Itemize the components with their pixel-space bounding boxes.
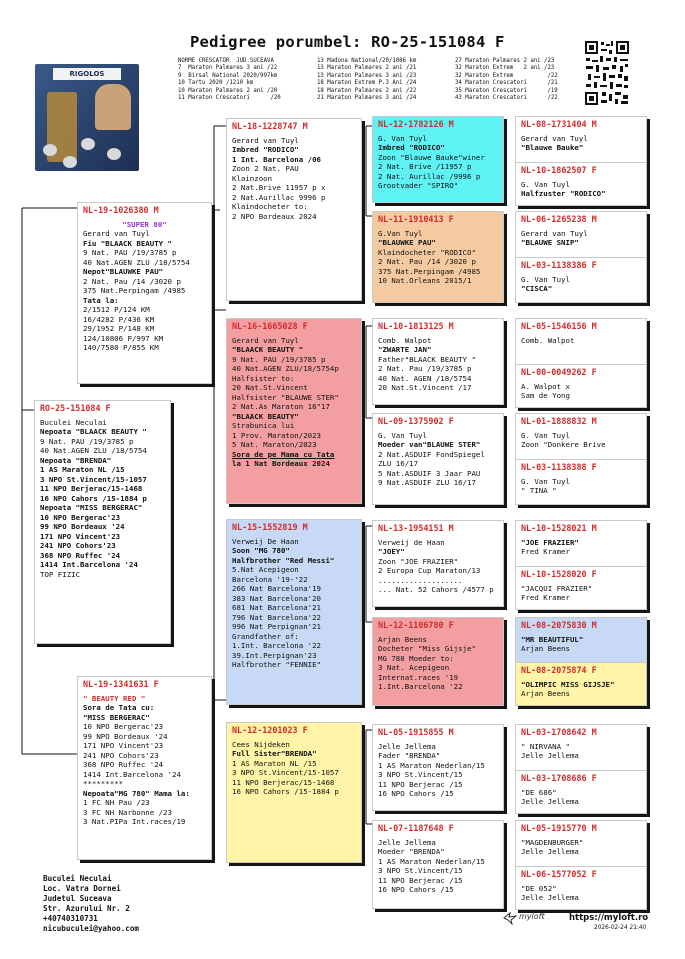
pedigree-line: 10 NPO Bergerac'23 (83, 722, 164, 731)
pedigree-line: Fred Kramer (521, 547, 570, 556)
text-line: 13 Madona National/20/1086 km (317, 58, 417, 64)
pedigree-line: 2 Nat. Brive /11957 p (378, 162, 472, 171)
pedigree-line: Imbred "RODICO" (378, 143, 445, 152)
ring-number: NL-05-1915855 M (378, 727, 454, 737)
pigeon-card-sire-sire[interactable] (226, 118, 362, 301)
pedigree-line: Gerard van Tuyl (232, 135, 299, 145)
pedigree-line: 681 Nat Barcelona'21 (232, 603, 321, 612)
pigeon-card-g10[interactable] (515, 566, 647, 610)
pedigree-line: 3 Nat.PIPa Int.races/19 (83, 817, 186, 826)
pedigree-line: 266 Nat Barcelona'19 (232, 584, 321, 593)
pedigree-line: "CISCA" (521, 284, 553, 293)
pedigree-line: G. Van Tuyl (378, 133, 427, 143)
pedigree-line: 2 Nat.Brive 11957 p x (232, 183, 326, 192)
pedigree-line: 171 NPO Vincent'23 (83, 741, 164, 750)
ring-number: NL-10-1813125 M (378, 321, 454, 331)
pigeon-card-g1[interactable] (515, 116, 647, 163)
pigeon-card-sire[interactable] (77, 202, 212, 384)
pedigree-line: 796 Nat Barcelona'22 (232, 612, 321, 622)
pedigree-line: G.Van Tuyl (378, 228, 423, 238)
text-line: 43 Maraton Crescatori /22 (455, 95, 558, 102)
ring-number: NL-05-1546156 M (521, 321, 597, 331)
pedigree-line: 5.Nat Acepigeon (232, 565, 299, 574)
text-line: Buculei Neculai (43, 874, 112, 883)
pedigree-line: Fader "BRENDA" (378, 751, 441, 760)
text-line: nicubuculei@yahoo.com (43, 924, 140, 933)
website-link[interactable]: https://myloft.ro (569, 913, 649, 923)
pedigree-line: G. Van Tuyl (521, 430, 570, 440)
pigeon-card-sds[interactable] (372, 318, 504, 405)
pedigree-line: Jelle Jellema (521, 797, 579, 806)
pedigree-line: "MAGDENBURGER" (521, 837, 584, 847)
ring-number: NL-18-1228747 M (232, 121, 308, 131)
text-line: 13 Maraton Palmares 3 ani /23 (317, 72, 417, 79)
pedigree-line: Father"BLAACK BEAUTY " (378, 354, 476, 364)
pedigree-line: 16 NPO Cahors /15 (378, 885, 454, 894)
pedigree-line: G. Van Tuyl (521, 179, 570, 189)
pedigree-line: Arjan Beens (378, 634, 427, 644)
pedigree-line: " TINA " (521, 486, 557, 495)
pigeon-card-dam[interactable] (77, 676, 212, 860)
pedigree-line: "DE 686" (521, 787, 557, 797)
pedigree-line: 124/10806 P/997 KM (83, 333, 164, 343)
pedigree-line: 1 AS Maraton NL /15 (232, 758, 317, 768)
pedigree-line: "ZWARTE JAN" (378, 345, 432, 354)
pedigree-line: 3 NPO St.Vincent/15-1057 (40, 474, 147, 484)
ring-number: NL-15-1552819 M (232, 522, 308, 532)
bird-logo-icon (503, 911, 517, 925)
pedigree-line: Soon "MG 780" (232, 546, 290, 555)
pedigree-line: 171 NPO Vincent'23 (40, 531, 121, 541)
pedigree-line: Fiu "BLAACK BEAUTY " (83, 238, 172, 248)
pedigree-line: 10 NPO Bergerac'23 (40, 512, 121, 522)
ring-number: NL-16-1665028 F (232, 321, 308, 331)
pedigree-line: 40 Nat. AGEN /18/5754 (378, 373, 472, 383)
pedigree-line: 11 NPO Berjerac/15-1468 (40, 484, 143, 493)
pedigree-line: 9 Nat.ASDUIF ZLU 16/17 (378, 478, 476, 487)
pedigree-line: "JOEY" (378, 547, 405, 556)
text-line: NORME CRESCATOR JUD.SUCEAVA (178, 58, 274, 64)
pedigree-line: Sora de Tata cu: (83, 703, 155, 712)
pigeon-card-sss[interactable] (372, 116, 504, 203)
pedigree-line: 1414 Int.Barcelona '24 (40, 560, 138, 569)
pigeon-card-ssd[interactable] (372, 211, 504, 303)
pedigree-line: Klaindocheter to: (232, 202, 308, 211)
pigeon-card-sdd[interactable] (372, 413, 504, 505)
pedigree-line: TOP FIZIC (40, 569, 81, 579)
text-line: +40740310731 (43, 914, 98, 923)
pedigree-line: Buculei Neculai (40, 417, 107, 427)
pedigree-line: G. Van Tuyl (378, 430, 427, 440)
pedigree-line: MG 780 Moeder to: (378, 653, 454, 663)
pedigree-line: Halfsister "BLAUWE STER" (232, 392, 339, 402)
pedigree-line: Imbred "RODICO" (232, 145, 299, 154)
pigeon-card-sire-dam[interactable] (226, 318, 362, 504)
pigeon-card-g6[interactable] (515, 364, 647, 408)
pedigree-line: 2 Nat.ASDUIF FondSpiegel (378, 449, 485, 459)
generated-date: 2026-02-24 21:40 (594, 925, 647, 931)
pigeon-card-g11[interactable] (515, 617, 647, 663)
pedigree-line: Barcelona '19-'22 (232, 574, 308, 584)
pedigree-line: 2 Nat. Pau /19/3785 p (378, 364, 472, 373)
pedigree-line: Jelle Jellema (521, 893, 579, 902)
ring-number: NL-10-1528021 M (521, 523, 597, 533)
pedigree-line: 2 Nat.As Maraton 16"17 (232, 402, 330, 411)
pedigree-line: Tata la: (83, 295, 119, 305)
ring-number: NL-03-1138388 F (521, 462, 597, 472)
pedigree-line: 241 NPO Cohors'23 (83, 750, 159, 760)
pedigree-line: 2/1512 P/124 KM (83, 305, 150, 314)
pedigree-line: "BLAUWE SNIP" (521, 238, 579, 247)
pedigree-line: Strabunica lui (232, 421, 295, 430)
pedigree-line: 375 Nat.Perpingam /4985 (378, 266, 481, 276)
pedigree-line: 1 AS Maraton Nederlan/15 (378, 856, 485, 866)
pedigree-line: G. Van Tuyl (521, 476, 570, 486)
ring-number: NL-09-1375902 F (378, 416, 454, 426)
pedigree-line: 2 Nat. Pau /14 /3020 p (378, 257, 476, 266)
pedigree-line: 2 NPO Bordeaux 2024 (232, 211, 317, 221)
pedigree-line: "MR BEAUTIFUL" (521, 634, 584, 644)
pedigree-line: Nepoata "BRENDA" (40, 455, 112, 465)
text-line: Judetul Suceava (43, 894, 112, 903)
pedigree-line: "JOE FRAZIER" (521, 537, 579, 547)
text-line: 32 Maraton Extrem /22 (455, 72, 558, 79)
pigeon-card-g2[interactable] (515, 162, 647, 206)
pedigree-line: 2 Nat. Pau /14 /3020 p (83, 276, 181, 286)
pedigree-line: Halfsister to: (232, 373, 295, 383)
text-line: 11 Maraton Crescatori /20 (178, 95, 281, 102)
pedigree-line: 9 Nat. PAU /19/3785 p (40, 436, 134, 446)
pedigree-line: 2 Nat. Aurillac /9996 p (378, 171, 481, 181)
pigeon-card-g4[interactable] (515, 257, 647, 303)
ring-number: NL-08-1731404 M (521, 119, 597, 129)
pedigree-line: "OLIMPIC MISS GIJSJE" (521, 679, 615, 689)
pedigree-line: 11 NPO Berjerac/15-1468 (232, 777, 335, 787)
pedigree-line: la 1 Nat Bordeaux 2024 (232, 459, 330, 468)
ring-number: NL-12-1106780 F (378, 620, 454, 630)
ring-number: NL-05-1915770 M (521, 823, 597, 833)
pigeon-card-g12[interactable] (515, 662, 647, 706)
pedigree-line: Cees Nijdeken (232, 739, 290, 749)
pigeon-card-g13[interactable] (515, 724, 647, 771)
ring-number: NL-07-1187648 F (378, 823, 454, 833)
pedigree-line: Fred Kramer (521, 593, 570, 602)
pedigree-line: 20 Nat.St.Vincent /17 (378, 383, 472, 392)
pedigree-line: 16 NPO Cahors /15-1884 p (40, 493, 147, 503)
pedigree-line: Gerard van Tuyl (521, 228, 588, 238)
page-title: Pedigree porumbel: RO-25-151084 F (190, 33, 505, 51)
pedigree-line: Comb. Walpot (521, 335, 575, 345)
text-line: 10 Maraton Palmares 2 ani /20 (178, 87, 278, 94)
pedigree-line: "JACQUI FRAZIER" (521, 583, 593, 593)
ring-number: NL-08-2075830 M (521, 620, 597, 630)
ring-number: NL-19-1026380 M (83, 205, 159, 215)
pedigree-line: Internat.races '19 (378, 672, 459, 682)
pedigree-line: Klainzoon (232, 173, 273, 183)
pedigree-line: 5 Nat. Maraton/2023 (232, 440, 317, 449)
pedigree-line: "BLAUWKE PAU" (378, 238, 436, 247)
pedigree-line: Zoon "Blauwe Bauke"winer (378, 152, 485, 162)
ring-number: NL-06-1265238 M (521, 214, 597, 224)
text-line: 18 Maraton Extrem P.3 Ani /24 (317, 80, 417, 87)
text-line: 21 Maraton Palmares 3 ani /24 (317, 95, 417, 102)
pedigree-line: 11 NPO Berjerac /15 (378, 779, 463, 789)
pedigree-line: 2 Nat.Aurillac 9996 p (232, 192, 326, 202)
pedigree-line: Grandfather of: (232, 631, 299, 641)
pedigree-line: 40 Nat.AGEN ZLU /18/5754 (40, 446, 147, 455)
pedigree-line: Nepoata "MISS BERGERAC" (40, 503, 143, 512)
brand-name: myloft (519, 912, 545, 921)
pedigree-line: 29/1952 P/148 KM (83, 324, 155, 333)
text-line: 10 Tartu 2020 /1210 km (178, 80, 254, 87)
pedigree-line: 1.Int.Barcelona '22 (378, 682, 463, 691)
pigeon-card-dss[interactable] (372, 520, 504, 607)
pedigree-line: 375 Nat.Perpingam /4985 (83, 286, 186, 295)
pedigree-line: "BLAACK BEAUTY " (232, 345, 304, 354)
pedigree-line: ********* (83, 779, 124, 788)
text-line: 35 Maraton Crescatori /19 (455, 87, 558, 94)
pigeon-card-g5[interactable] (515, 318, 647, 365)
pedigree-line: Comb. Walpot (378, 335, 432, 345)
pedigree-line: 9 Nat. PAU /19/3785 p (232, 354, 326, 364)
text-line: 7 Maraton Palmares 3 ani /22 (178, 65, 278, 72)
pigeon-card-g15[interactable] (515, 820, 647, 867)
pigeon-card-ddd[interactable] (372, 820, 504, 909)
pedigree-line: ZLU 16/17 (378, 459, 419, 468)
pedigree-line: 40 Nat.AGEN ZLU /18/5754 (83, 257, 190, 267)
pigeon-card-g3[interactable] (515, 211, 647, 258)
pedigree-line: Zoon 2 Nat. PAU (232, 164, 299, 173)
pedigree-line: 1 FC NH Pau /23 (83, 798, 150, 807)
text-line: 9 Birsal National 2020/997km (178, 72, 278, 79)
pigeon-card-g16[interactable] (515, 866, 647, 910)
ring-number: NL-01-1888832 M (521, 416, 597, 426)
text-line: 18 Maraton Palmares 2 ani /22 (317, 87, 417, 94)
pedigree-line: Jelle Jellema (378, 741, 436, 751)
ring-number: NL-06-1577052 F (521, 869, 597, 879)
pedigree-line: 1 Int. Barcelona /06 (232, 154, 321, 164)
pigeon-card-g9[interactable] (515, 520, 647, 567)
pedigree-line: Arjan Beens (521, 644, 570, 653)
pedigree-line: 140/7580 P/855 KM (83, 343, 159, 352)
pedigree-line: 1 AS Maraton NL /15 (40, 465, 125, 474)
pedigree-line: Jelle Jellema (521, 751, 579, 760)
pedigree-line: 16 NPO Cahors /15-1884 p (232, 787, 339, 796)
text-line: 32 Maraton Extrem 2 ani /23 (455, 65, 555, 72)
pedigree-line: 1414 Int.Barcelona '24 (83, 769, 181, 779)
pedigree-line: Gerard van Tuyl (83, 229, 150, 238)
pigeon-card-dam-dam[interactable] (226, 722, 362, 863)
pigeon-card-g8[interactable] (515, 459, 647, 505)
ring-number: NL-03-1708642 M (521, 727, 597, 737)
pedigree-line: 99 NPO Bordeaux '24 (83, 731, 168, 741)
pedigree-line: "BLAACK BEAUTY" (232, 411, 299, 421)
pedigree-line: "MISS BERGERAC" (83, 712, 150, 722)
pedigree-line: 996 Nat Perpignan'21 (232, 622, 321, 631)
pedigree-line: 383 Nat Barcelona'20 (232, 593, 321, 603)
pedigree-line: " BEAUTY RED " (83, 693, 146, 703)
pedigree-line: Halfbrother "Red Messi" (232, 555, 335, 565)
pedigree-line: 5 Nat.ASDUIF 3 Jaar PAU (378, 468, 481, 478)
pedigree-line: 3 NPO St.Vincent/15 (378, 866, 463, 875)
pedigree-line: 40 Nat.AGEN ZLU/18/5754p (232, 364, 339, 373)
ring-number: NL-10-1528020 F (521, 569, 597, 579)
text-line: Loc. Vatra Dornei (43, 884, 121, 893)
pedigree-line: 3 FC NH Narbonne /23 (83, 807, 172, 817)
pedigree-line: Verweij de Haan (378, 537, 445, 547)
pedigree-line: Full Sister"BRENDA" (232, 749, 317, 758)
pedigree-line: 11 NPO Berjerac /15 (378, 875, 463, 885)
ring-number: NL-03-1708686 F (521, 773, 597, 783)
pedigree-line: A. Walpot x (521, 381, 570, 391)
pigeon-card-dam-sire[interactable] (226, 519, 362, 705)
pedigree-line: G. Van Tuyl (521, 274, 570, 284)
owner-contact (43, 874, 139, 934)
pedigree-line: Arjan Beens (521, 689, 570, 698)
ring-number: NL-08-2075874 F (521, 665, 597, 675)
pedigree-line: 2 Europa Cup Maraton/13 (378, 566, 481, 575)
pedigree-line: 9 Nat. PAU /19/3785 p (83, 248, 177, 257)
pigeon-card-dds[interactable] (372, 724, 504, 811)
pedigree-line: 20 Nat.St.Vincent (232, 383, 308, 392)
pigeon-card-dsd[interactable] (372, 617, 504, 706)
pedigree-line: Gerard van Tuyl (232, 335, 299, 345)
text-line: Str. Azurului Nr. 2 (43, 904, 130, 913)
pedigree-line: Zoon "JOE FRAZIER" (378, 556, 459, 566)
ring-number: NL-00-0049262 F (521, 367, 597, 377)
pedigree-line: Klaindocheter "RODICO" (378, 247, 476, 257)
pedigree-line: 368 NPO Ruffec '24 (83, 760, 164, 769)
pedigree-line: Docheter "Miss Gijsje" (378, 644, 476, 653)
pedigree-line: 1.Int. Barcelona '22 (232, 641, 321, 650)
pigeon-card-g7[interactable] (515, 413, 647, 460)
pedigree-line: Halfzuster "RODICO" (521, 189, 606, 198)
pedigree-line: Nepot"BLAUWKE PAU" (83, 267, 164, 276)
pigeon-card-subject[interactable] (34, 400, 171, 644)
ring-number: NL-10-1862507 F (521, 165, 597, 175)
pedigree-line: " NIRVANA " (521, 741, 570, 751)
pedigree-line: 3 NPO St.Vincent/15-1057 (232, 768, 339, 777)
text-line: 27 Maraton Palmares 2 ani /23 (455, 58, 555, 64)
text-line: 34 Maraton Crescatori /21 (455, 80, 558, 87)
ring-number: NL-19-1341631 F (83, 679, 159, 689)
pedigree-line: Jelle Jellema (378, 837, 436, 847)
pedigree-line: "Blauwe Bauke" (521, 143, 584, 152)
text-line: 13 Maraton Palmares 2 ani /21 (317, 65, 417, 72)
pedigree-line: Zoon "Donkere Brive (521, 440, 606, 449)
pedigree-line: Halfbrother "FENNIE" (232, 660, 321, 669)
loft-logo: RIGOLOS (53, 68, 121, 80)
pedigree-line: 16 NPO Cahors /15 (378, 789, 454, 798)
pedigree-line: Verweij De Haan (232, 536, 299, 546)
ring-number: RO-25-151084 F (40, 403, 111, 413)
pedigree-line: 99 NPO Bordeaux '24 (40, 522, 125, 531)
pedigree-line: 1 AS Maraton Nederlan/15 (378, 760, 485, 770)
pedigree-line: 368 NPO Ruffec '24 (40, 550, 121, 560)
ring-number: NL-12-1201023 F (232, 725, 308, 735)
ring-number: NL-11-1910413 F (378, 214, 454, 224)
ring-number: NL-13-1954151 M (378, 523, 454, 533)
pedigree-line: 16/4282 P/436 KM (83, 314, 155, 324)
pedigree-line: 241 NPO Cohors'23 (40, 541, 116, 550)
pedigree-line: Nepoata "BLAACK BEAUTY " (40, 427, 147, 436)
pedigree-line: Sam de Yong (521, 391, 570, 400)
pedigree-line: "SUPER 80" (122, 219, 167, 229)
pedigree-line: Grootvader "SPIRO" (378, 181, 459, 190)
ring-number: NL-03-1138386 F (521, 260, 597, 270)
pedigree-line: "DE 052" (521, 883, 557, 893)
pedigree-line: 1 Prov. Maraton/2023 (232, 430, 321, 440)
pedigree-line: Moeder "BRENDA" (378, 847, 445, 856)
pedigree-line: 39.Int.Perpignan'23 (232, 650, 317, 660)
pedigree-line: 3 NPO St.Vincent/15 (378, 770, 463, 779)
pedigree-line: 3 Nat. Acepigeon (378, 663, 450, 672)
pedigree-line: Gerard van Tuyl (521, 133, 588, 143)
pedigree-line: Nepoata"MG 780" Mama la: (83, 788, 190, 798)
pigeon-card-g14[interactable] (515, 770, 647, 814)
pedigree-line: Moeder van"BLAUWE STER" (378, 440, 481, 449)
pedigree-line: ................... (378, 575, 463, 585)
pedigree-line: Jelle Jellema (521, 847, 579, 856)
pedigree-line: ... Nat. 52 Cahors /4577 p (378, 585, 494, 594)
pedigree-line: Sora de pe Mama cu Tata (232, 449, 335, 459)
ring-number: NL-12-1782126 M (378, 119, 454, 129)
pedigree-line: 10 Nat.Orleans 2015/1 (378, 276, 472, 285)
